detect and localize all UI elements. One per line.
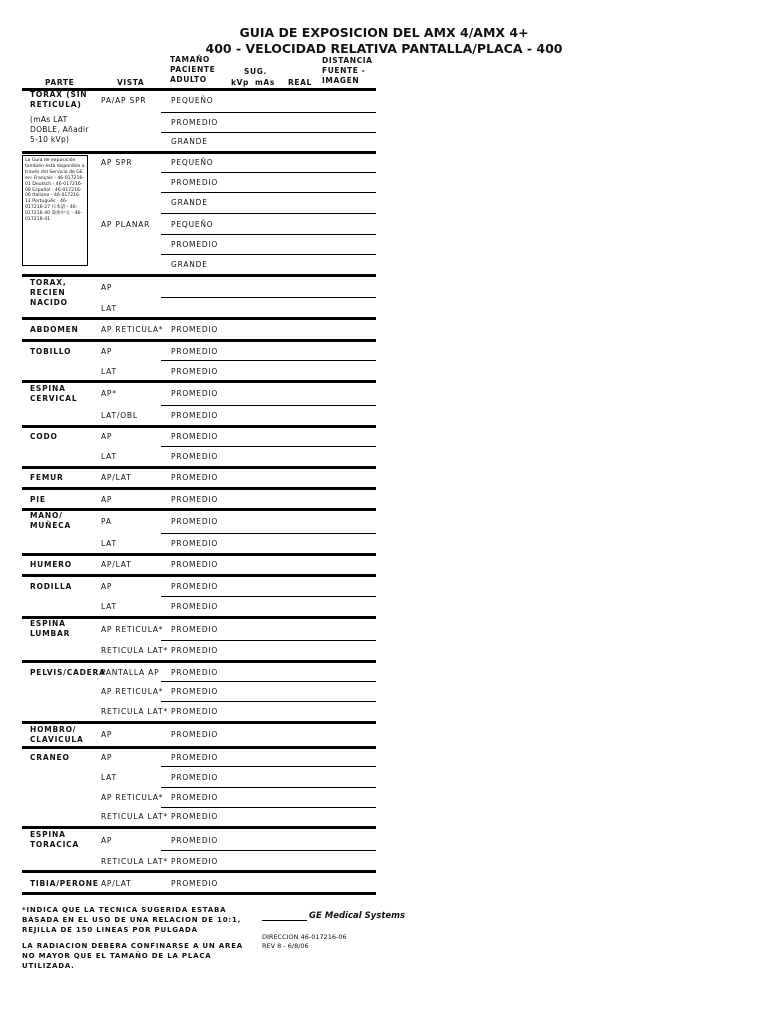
size-label: PROMEDIO <box>171 707 219 716</box>
size-label: GRANDE <box>171 198 208 207</box>
radiation-footnote: LA RADIACION DEBERA CONFINARSE A UN AREA NO MAYOR QUE EL TAMAÑO DE LA PLACA UTILIZADA. <box>22 942 243 970</box>
view-label: PANTALLA AP <box>101 668 160 677</box>
view-label: AP <box>101 582 113 591</box>
view-label: LAT <box>101 773 117 782</box>
header-real: REAL <box>288 78 312 87</box>
view-label: LAT/OBL <box>101 411 138 420</box>
size-label: PROMEDIO <box>171 668 219 677</box>
size-label: PROMEDIO <box>171 240 219 249</box>
size-label: PROMEDIO <box>171 730 219 739</box>
row-divider <box>161 234 376 235</box>
size-label: PROMEDIO <box>171 495 219 504</box>
group-divider <box>22 487 376 490</box>
view-label: LAT <box>101 539 117 548</box>
view-label: RETICULA LAT* <box>101 646 168 655</box>
group-divider <box>22 380 376 383</box>
size-label: PROMEDIO <box>171 118 219 127</box>
row-divider <box>161 681 376 682</box>
row-divider <box>161 405 376 406</box>
size-label: PROMEDIO <box>171 879 219 888</box>
size-label: GRANDE <box>171 260 208 269</box>
header-parte: PARTE <box>45 78 75 87</box>
view-label: AP RETICULA* <box>101 793 164 802</box>
view-label: AP <box>101 432 113 441</box>
row-divider <box>161 132 376 133</box>
header-distancia-line2: FUENTE - <box>322 66 366 75</box>
view-label: AP <box>101 283 113 292</box>
view-label: AP PLANAR <box>101 220 151 229</box>
view-label: AP RETICULA* <box>101 625 164 634</box>
view-label: LAT <box>101 602 117 611</box>
header-tamano-line2: PACIENTE <box>170 65 216 74</box>
view-label: AP <box>101 347 113 356</box>
part-label: TIBIA/PERONE <box>30 879 99 888</box>
view-label: AP/LAT <box>101 879 132 888</box>
document-title <box>0 25 768 57</box>
row-divider <box>161 533 376 534</box>
ge-medical-systems-logo: GE Medical Systems <box>309 911 406 921</box>
direccion-number: DIRECCION 46-017216-06 <box>262 933 347 941</box>
view-label: AP <box>101 836 113 845</box>
size-label: PROMEDIO <box>171 178 219 187</box>
row-divider <box>161 297 376 298</box>
view-label: AP RETICULA* <box>101 687 164 696</box>
size-label: PROMEDIO <box>171 411 219 420</box>
group-divider <box>22 870 376 873</box>
view-label: AP <box>101 730 113 739</box>
size-label: PROMEDIO <box>171 812 219 821</box>
row-divider <box>161 213 376 214</box>
row-divider <box>161 701 376 702</box>
group-divider <box>22 721 376 724</box>
size-label: PROMEDIO <box>171 687 219 696</box>
group-divider <box>22 660 376 663</box>
part-label: ESPINA CERVICAL <box>30 384 78 403</box>
size-label: GRANDE <box>171 137 208 146</box>
group-divider <box>22 339 376 342</box>
row-divider <box>161 596 376 597</box>
size-label: PROMEDIO <box>171 560 219 569</box>
view-label: LAT <box>101 452 117 461</box>
part-label: TOBILLO <box>30 347 72 356</box>
group-divider <box>22 574 376 577</box>
view-label: AP* <box>101 389 117 398</box>
header-tamano-line1: TAMAÑO <box>170 55 210 64</box>
view-label: PA/AP SPR <box>101 96 147 105</box>
part-label: HOMBRO/ CLAVICULA <box>30 725 84 744</box>
size-label: PROMEDIO <box>171 325 219 334</box>
header-sug: SUG. <box>244 67 267 76</box>
row-divider <box>161 254 376 255</box>
view-label: LAT <box>101 304 117 313</box>
group-divider <box>22 466 376 469</box>
header-vista: VISTA <box>117 78 145 87</box>
group-divider <box>22 826 376 829</box>
view-label: LAT <box>101 367 117 376</box>
group-divider <box>22 553 376 556</box>
revision-date: REV 8 - 6/8/06 <box>262 942 309 950</box>
bottom-rule <box>22 892 376 895</box>
part-label: CODO <box>30 432 58 441</box>
size-label: PROMEDIO <box>171 836 219 845</box>
header-kvp: kVp <box>231 78 249 87</box>
part-label: PIE <box>30 495 46 504</box>
row-divider <box>161 172 376 173</box>
part-label: PELVIS/CADERA <box>30 668 106 677</box>
view-label: AP <box>101 495 113 504</box>
size-label: PROMEDIO <box>171 857 219 866</box>
header-distancia-line1: DISTANCIA <box>322 56 373 65</box>
group-divider <box>22 274 376 277</box>
row-divider <box>161 850 376 851</box>
header-distancia <box>322 56 373 86</box>
size-label: PROMEDIO <box>171 432 219 441</box>
row-divider <box>161 192 376 193</box>
grid-footnote: *INDICA QUE LA TECNICA SUGERIDA ESTABA BASADA EN EL USO DE UNA RELACION DE 10:1, REJILLA DE 150 LINEAS POR PULGADA <box>22 906 242 934</box>
size-label: PROMEDIO <box>171 793 219 802</box>
row-divider <box>161 766 376 767</box>
title-line-2: 400 - VELOCIDAD RELATIVA PANTALLA/PLACA - 400 <box>205 41 563 56</box>
row-divider <box>161 446 376 447</box>
torax-lat-note: (mAs LAT DOBLE, Añadir 5-10 kVp) <box>30 115 89 144</box>
size-label: PROMEDIO <box>171 347 219 356</box>
size-label: PROMEDIO <box>171 367 219 376</box>
size-label: PROMEDIO <box>171 625 219 634</box>
view-label: AP <box>101 753 113 762</box>
view-label: RETICULA LAT* <box>101 857 168 866</box>
size-label: PEQUEÑO <box>171 158 214 167</box>
size-label: PROMEDIO <box>171 753 219 762</box>
size-label: PROMEDIO <box>171 473 219 482</box>
size-label: PROMEDIO <box>171 517 219 526</box>
row-divider <box>161 640 376 641</box>
part-label: TORAX (SIN RETICULA) <box>30 90 88 109</box>
part-label: MANO/ MUÑECA <box>30 511 72 530</box>
size-label: PROMEDIO <box>171 389 219 398</box>
part-label: ESPINA TORACICA <box>30 830 80 849</box>
header-mas: mAs <box>255 78 275 87</box>
view-label: AP RETICULA* <box>101 325 164 334</box>
group-divider <box>22 151 376 154</box>
header-tamano-line3: ADULTO <box>170 75 207 84</box>
row-divider <box>161 787 376 788</box>
row-divider <box>161 112 376 113</box>
size-label: PROMEDIO <box>171 602 219 611</box>
part-label: RODILLA <box>30 582 73 591</box>
row-divider <box>161 360 376 361</box>
header-tamano <box>170 55 215 85</box>
part-label: TORAX, RECIEN NACIDO <box>30 278 68 307</box>
signature-line <box>262 920 307 921</box>
part-label: ESPINA LUMBAR <box>30 619 71 638</box>
view-label: AP SPR <box>101 158 133 167</box>
view-label: PA <box>101 517 112 526</box>
view-label: RETICULA LAT* <box>101 707 168 716</box>
size-label: PROMEDIO <box>171 452 219 461</box>
size-label: PEQUEÑO <box>171 220 214 229</box>
part-label: ABDOMEN <box>30 325 79 334</box>
row-divider <box>161 807 376 808</box>
size-label: PROMEDIO <box>171 773 219 782</box>
group-divider <box>22 317 376 320</box>
size-label: PROMEDIO <box>171 646 219 655</box>
title-line-1: GUIA DE EXPOSICION DEL AMX 4/AMX 4+ <box>239 25 529 40</box>
size-label: PROMEDIO <box>171 539 219 548</box>
size-label: PROMEDIO <box>171 582 219 591</box>
part-label: HUMERO <box>30 560 72 569</box>
group-divider <box>22 746 376 749</box>
view-label: AP/LAT <box>101 560 132 569</box>
view-label: RETICULA LAT* <box>101 812 168 821</box>
group-divider <box>22 425 376 428</box>
size-label: PEQUEÑO <box>171 96 214 105</box>
translations-note-box: La Guía de exposición también está disponible a través del Servicio de GE en: Français - 46-017216-01 Deutsch - 46-017216-08 Español - 46-017216-06 Italiano - 46-017216-11 Português - 46-017216-27 日本語 - 46-017216-40 简体中文 - 46-017216-41 <box>22 155 88 266</box>
part-label: CRANEO <box>30 753 70 762</box>
header-distancia-line3: IMAGEN <box>322 76 360 85</box>
view-label: AP/LAT <box>101 473 132 482</box>
part-label: FEMUR <box>30 473 64 482</box>
